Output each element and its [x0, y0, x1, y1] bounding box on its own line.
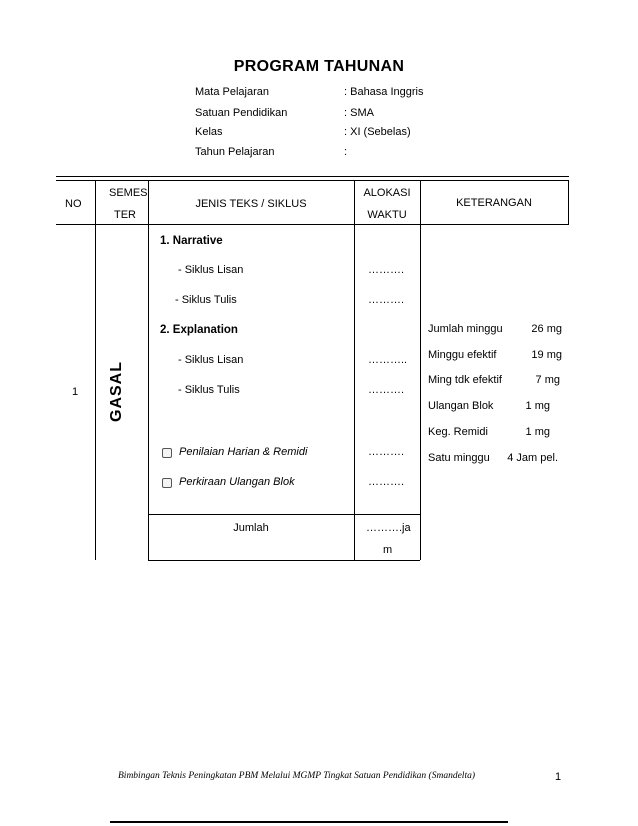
table-header-divider [56, 224, 569, 225]
list-item: - Siklus Tulis [178, 384, 240, 396]
header-alokasi-bottom: WAKTU [367, 209, 407, 221]
col-divider-no [95, 180, 96, 560]
list-item: Perkiraan Ulangan Blok [179, 476, 295, 488]
semester-label: GASAL [108, 361, 125, 422]
footer-rule [110, 821, 508, 823]
time-cell: ……….. [368, 354, 408, 366]
info-label-class: Kelas [195, 126, 223, 138]
total-value-top: ……….ja [366, 522, 411, 534]
list-item: - Siklus Lisan [178, 354, 244, 366]
total-label: Jumlah [233, 522, 269, 534]
info-value-class: : XI (Sebelas) [344, 126, 411, 138]
col-divider-semester [148, 180, 149, 560]
page-number: 1 [555, 771, 562, 783]
keterangan-label: Ulangan Blok [428, 400, 494, 412]
header-semester-bottom: TER [114, 209, 136, 221]
time-cell: ………. [368, 294, 405, 306]
time-cell: ………. [368, 384, 405, 396]
header-semester-top: SEMES [109, 187, 148, 199]
list-item: Penilaian Harian & Remidi [179, 446, 308, 458]
table-top-border-inner [56, 180, 569, 181]
info-label-school: Satuan Pendidikan [195, 107, 288, 119]
keterangan-value: 26 mg [531, 323, 562, 335]
info-value-subject: : Bahasa Inggris [344, 86, 424, 98]
footer-text: Bimbingan Teknis Peningkatan PBM Melalui MGMP Tingkat Satuan Pendidikan (Smandelta) [118, 771, 475, 781]
info-label-subject: Mata Pelajaran [195, 86, 269, 98]
keterangan-value: 1 mg [525, 400, 550, 412]
header-alokasi-top: ALOKASI [363, 187, 411, 199]
checkbox-bullet-icon [162, 478, 172, 488]
section-heading-narrative: 1. Narrative [160, 235, 223, 247]
section-heading-explanation: 2. Explanation [160, 324, 238, 336]
keterangan-value: 4 Jam pel. [507, 452, 558, 464]
col-divider-right [568, 180, 569, 224]
checkbox-bullet-icon [162, 448, 172, 458]
keterangan-label: Ming tdk efektif [428, 374, 502, 386]
page-title: PROGRAM TAHUNAN [233, 58, 405, 75]
info-value-year: : [344, 146, 348, 158]
keterangan-value: 1 mg [525, 426, 550, 438]
time-cell: ………. [368, 446, 405, 458]
time-cell: ………. [368, 264, 405, 276]
table-total-divider [148, 514, 420, 515]
info-label-year: Tahun Pelajaran [195, 146, 275, 158]
col-divider-alokasi [420, 180, 421, 560]
table-bottom-border [148, 560, 420, 561]
keterangan-label: Minggu efektif [428, 349, 497, 361]
header-no: NO [65, 198, 82, 210]
table-top-border [56, 176, 569, 177]
keterangan-value: 19 mg [531, 349, 562, 361]
total-value-bottom: m [383, 544, 393, 556]
header-jenis: JENIS TEKS / SIKLUS [195, 198, 307, 210]
list-item: - Siklus Tulis [175, 294, 237, 306]
list-item: - Siklus Lisan [178, 264, 244, 276]
keterangan-label: Keg. Remidi [428, 426, 488, 438]
info-value-school: : SMA [344, 107, 374, 119]
keterangan-value: 7 mg [535, 374, 560, 386]
col-divider-jenis [354, 180, 355, 560]
keterangan-label: Satu minggu [428, 452, 490, 464]
keterangan-label: Jumlah minggu [428, 323, 503, 335]
row-no: 1 [72, 386, 79, 398]
time-cell: ………. [368, 476, 405, 488]
header-keterangan: KETERANGAN [456, 197, 532, 209]
